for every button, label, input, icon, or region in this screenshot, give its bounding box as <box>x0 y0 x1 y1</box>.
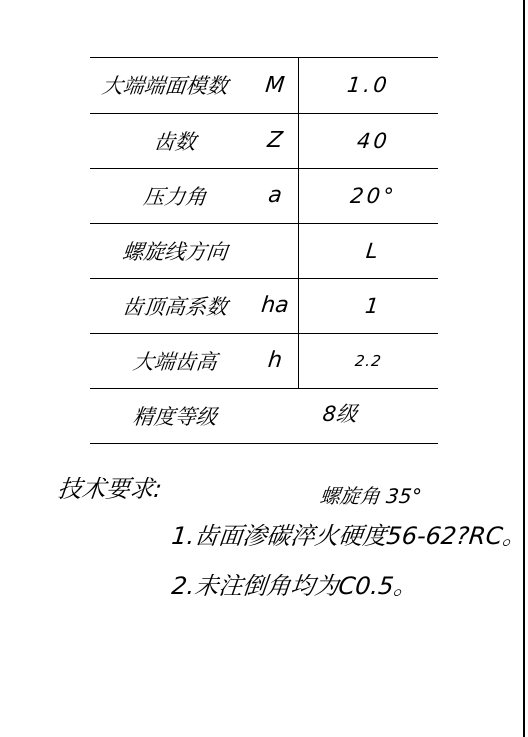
table-row-symbol: M <box>264 72 286 98</box>
table-row-label: 齿顶高系数 <box>121 294 229 319</box>
table-row-value: 2.2 <box>354 351 383 370</box>
table-row-label: 齿数 <box>152 129 198 154</box>
table-row-label: 螺旋线方向 <box>121 239 229 264</box>
precision-grade-label: 精度等级 <box>131 404 219 429</box>
table-row-value: L <box>364 238 383 263</box>
table-row-symbol: a <box>266 183 284 208</box>
table-row-value: 1 <box>364 293 383 318</box>
table-rule <box>90 443 438 444</box>
drawing-frame-border <box>523 0 525 737</box>
table-row-value: 40 <box>355 128 392 153</box>
table-row-label: 大端齿高 <box>131 349 219 374</box>
table-row-value: 1.0 <box>346 73 391 97</box>
technical-requirements-heading: 技术要求: <box>56 475 164 503</box>
table-row-value: 20° <box>349 183 398 208</box>
precision-grade-value: 8级 <box>321 402 359 426</box>
spiral-angle-note: 螺旋角 35° <box>318 484 423 508</box>
table-row-symbol: h <box>266 348 284 373</box>
requirement-item: 2.未注倒角均为C0.5。 <box>170 572 420 600</box>
table-row-symbol: ha <box>259 293 291 318</box>
requirement-item: 1.齿面渗碳淬火硬度56-62?RC。 <box>170 522 528 550</box>
table-row-label: 大端端面模数 <box>100 74 230 98</box>
table-row-symbol: Z <box>266 128 284 153</box>
table-row-label: 压力角 <box>142 184 208 209</box>
